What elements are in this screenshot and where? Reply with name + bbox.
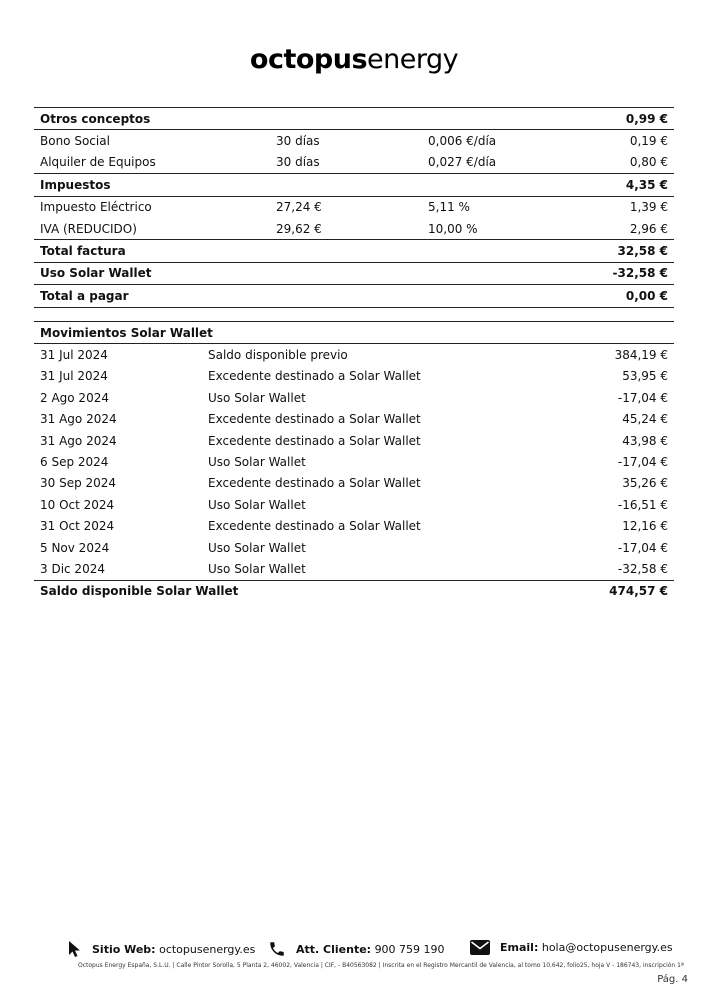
movement-date: 31 Ago 2024 bbox=[40, 433, 117, 448]
phone-icon bbox=[268, 940, 286, 958]
movement-date: 10 Oct 2024 bbox=[40, 497, 115, 512]
wallet-movement-row bbox=[34, 366, 674, 387]
total-factura-row bbox=[34, 240, 674, 262]
movement-description: Excedente destinado a Solar Wallet bbox=[208, 519, 421, 534]
movement-date: 31 Oct 2024 bbox=[40, 519, 115, 534]
impuestos-label: Impuestos bbox=[34, 174, 270, 196]
wallet-movement-row bbox=[34, 344, 674, 366]
wallet-movement-row bbox=[34, 558, 674, 580]
otros-conceptos-total: 0,99 € bbox=[572, 108, 674, 130]
movement-date: 31 Jul 2024 bbox=[40, 348, 108, 363]
wallet-movement-row bbox=[34, 430, 674, 451]
movement-description: Excedente destinado a Solar Wallet bbox=[208, 412, 421, 427]
iva-row bbox=[34, 218, 674, 240]
logo-word-octopus: octopus bbox=[249, 44, 368, 75]
uso-solar-wallet-value: -32,58 € bbox=[572, 262, 674, 284]
movement-amount: -17,04 € bbox=[617, 540, 668, 555]
envelope-icon bbox=[470, 940, 490, 955]
movement-amount: 53,95 € bbox=[622, 369, 668, 384]
wallet-balance-value: 474,57 € bbox=[522, 580, 674, 602]
total-a-pagar-label: Total a pagar bbox=[34, 285, 270, 307]
total-factura-value: 32,58 € bbox=[572, 240, 674, 262]
uso-solar-wallet-label: Uso Solar Wallet bbox=[34, 262, 270, 284]
wallet-movements-table bbox=[34, 321, 674, 602]
wallet-movement-row bbox=[34, 537, 674, 558]
movement-date: 6 Sep 2024 bbox=[40, 455, 109, 470]
movement-date: 5 Nov 2024 bbox=[40, 540, 110, 555]
iva-label: IVA (REDUCIDO) bbox=[40, 221, 137, 236]
alquiler-equipos-qty: 30 días bbox=[276, 155, 320, 170]
movement-date: 31 Ago 2024 bbox=[40, 412, 117, 427]
movement-description: Uso Solar Wallet bbox=[208, 561, 306, 576]
bono-social-label: Bono Social bbox=[40, 134, 110, 149]
movement-description: Uso Solar Wallet bbox=[208, 455, 306, 470]
impuesto-electrico-base: 27,24 € bbox=[276, 200, 322, 215]
impuesto-electrico-amount: 1,39 € bbox=[629, 200, 668, 215]
movement-description: Excedente destinado a Solar Wallet bbox=[208, 433, 421, 448]
movement-description: Excedente destinado a Solar Wallet bbox=[208, 476, 421, 491]
footer-web[interactable] bbox=[68, 940, 255, 958]
movement-description: Uso Solar Wallet bbox=[208, 497, 306, 512]
movement-amount: -16,51 € bbox=[617, 497, 668, 512]
impuestos-row bbox=[34, 174, 674, 196]
bono-social-rate: 0,006 €/día bbox=[428, 134, 497, 149]
iva-amount: 2,96 € bbox=[629, 221, 668, 236]
movement-amount: 384,19 € bbox=[614, 348, 668, 363]
bono-social-amount: 0,19 € bbox=[629, 134, 668, 149]
impuesto-electrico-label: Impuesto Eléctrico bbox=[40, 200, 152, 215]
movement-date: 2 Ago 2024 bbox=[40, 390, 109, 405]
bono-social-qty: 30 días bbox=[276, 134, 320, 149]
wallet-movement-row bbox=[34, 387, 674, 408]
movement-date: 30 Sep 2024 bbox=[40, 476, 117, 491]
footer-email[interactable] bbox=[470, 940, 673, 955]
legal-notice: Octopus Energy España, S.L.U. | Calle Pintor Sorolla, 5 Planta 2, 46002, Valencia | CIF, - B40563082 | Inscrita en el Registro Mercantil de Valencia, al tomo 10.642, folio25, hoja V - 186743, inscripción 1ª bbox=[78, 962, 684, 969]
movement-description: Saldo disponible previo bbox=[208, 348, 348, 363]
iva-base: 29,62 € bbox=[276, 221, 322, 236]
otros-conceptos-row bbox=[34, 108, 674, 130]
footer-phone[interactable] bbox=[268, 940, 445, 958]
wallet-movement-row bbox=[34, 451, 674, 472]
wallet-movement-row bbox=[34, 494, 674, 515]
impuesto-electrico-rate: 5,11 % bbox=[428, 200, 470, 215]
footer-phone-value[interactable]: 900 759 190 bbox=[374, 942, 445, 956]
movement-amount: 45,24 € bbox=[622, 412, 668, 427]
uso-solar-wallet-row bbox=[34, 262, 674, 284]
charges-table bbox=[34, 107, 674, 308]
total-a-pagar-value: 0,00 € bbox=[572, 285, 674, 307]
wallet-title: Movimientos Solar Wallet bbox=[34, 322, 674, 344]
movement-description: Excedente destinado a Solar Wallet bbox=[208, 369, 421, 384]
wallet-header-row bbox=[34, 322, 674, 344]
alquiler-equipos-row bbox=[34, 152, 674, 174]
total-factura-label: Total factura bbox=[34, 240, 270, 262]
movement-description: Uso Solar Wallet bbox=[208, 390, 306, 405]
footer-email-label: Email: bbox=[500, 941, 539, 954]
octopus-energy-logo bbox=[0, 44, 708, 75]
movement-amount: 35,26 € bbox=[622, 476, 668, 491]
movement-amount: -17,04 € bbox=[617, 455, 668, 470]
wallet-rows bbox=[34, 344, 674, 580]
footer-email-value[interactable]: hola@octopusenergy.es bbox=[541, 941, 673, 954]
alquiler-equipos-rate: 0,027 €/día bbox=[428, 155, 497, 170]
movement-amount: -17,04 € bbox=[617, 390, 668, 405]
impuesto-electrico-row bbox=[34, 196, 674, 218]
footer-web-label: Sitio Web: bbox=[92, 942, 156, 956]
movement-amount: 12,16 € bbox=[622, 519, 668, 534]
alquiler-equipos-amount: 0,80 € bbox=[629, 155, 668, 170]
iva-rate: 10,00 % bbox=[428, 221, 478, 236]
bono-social-row bbox=[34, 130, 674, 152]
otros-conceptos-label: Otros conceptos bbox=[34, 108, 270, 130]
movement-amount: 43,98 € bbox=[622, 433, 668, 448]
wallet-balance-label: Saldo disponible Solar Wallet bbox=[34, 580, 522, 602]
logo-word-energy: energy bbox=[367, 44, 459, 75]
total-a-pagar-row bbox=[34, 285, 674, 307]
page-number: Pág. 4 bbox=[657, 974, 688, 985]
footer-web-value[interactable]: octopusenergy.es bbox=[159, 942, 256, 956]
movement-date: 31 Jul 2024 bbox=[40, 369, 108, 384]
impuestos-total: 4,35 € bbox=[572, 174, 674, 196]
wallet-balance-row bbox=[34, 580, 674, 602]
footer-phone-label: Att. Cliente: bbox=[296, 942, 372, 956]
movement-date: 3 Dic 2024 bbox=[40, 561, 105, 576]
wallet-movement-row bbox=[34, 473, 674, 494]
movement-amount: -32,58 € bbox=[617, 561, 668, 576]
footer-contacts bbox=[0, 940, 708, 960]
movement-description: Uso Solar Wallet bbox=[208, 540, 306, 555]
cursor-icon bbox=[68, 940, 82, 958]
wallet-movement-row bbox=[34, 409, 674, 430]
alquiler-equipos-label: Alquiler de Equipos bbox=[40, 155, 156, 170]
wallet-movement-row bbox=[34, 516, 674, 537]
